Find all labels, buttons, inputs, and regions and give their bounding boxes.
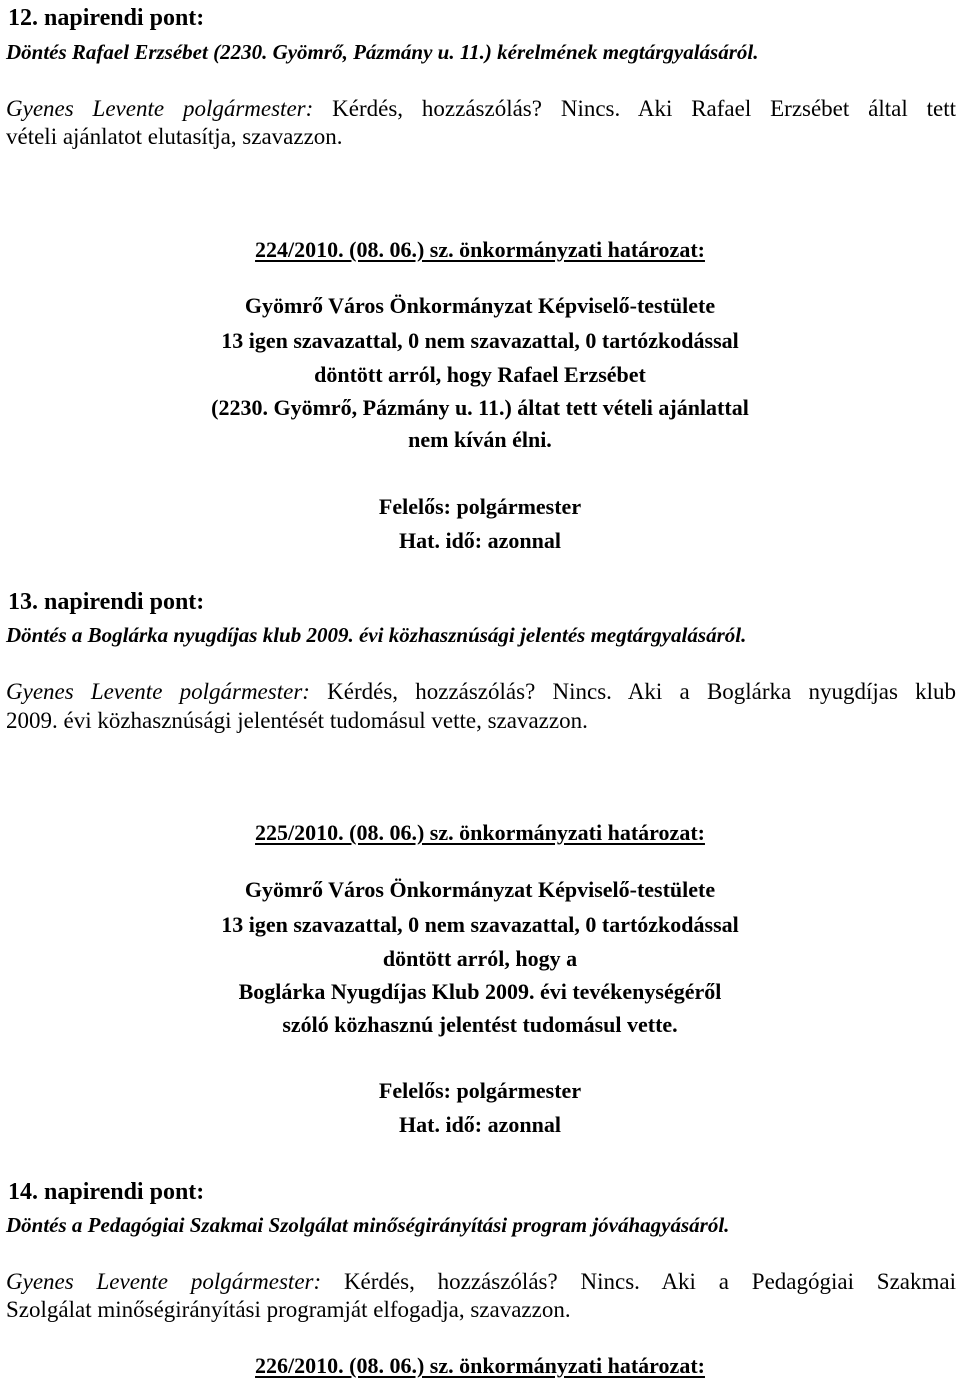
resolution-title-224: 224/2010. (08. 06.) sz. önkormányzati határozat: (255, 237, 705, 262)
resolution-line: döntött arról, hogy Rafael Erzsébet (314, 362, 646, 387)
speaker-paragraph-13-line1 (6, 678, 956, 706)
resolution-line: döntött arról, hogy a (382, 946, 578, 971)
agenda-topic-14: Döntés a Pedagógiai Szakmai Szolgálat minőségirányítási program jóváhagyásáról. (6, 1213, 730, 1237)
speaker-name: Gyenes Levente polgármester: (6, 1269, 322, 1294)
speaker-paragraph-14-line1 (6, 1268, 956, 1296)
resolution-line: nem kíván élni. (408, 427, 552, 452)
agenda-heading-14: 14. napirendi pont: (8, 1179, 205, 1205)
deadline-line: Hat. idő: azonnal (399, 1112, 561, 1137)
paragraph-text: Kérdés, hozzászólás? Nincs. Aki Rafael Erzsébet által tett (313, 96, 956, 121)
resolution-line: szóló közhasznú jelentést tudomásul vette. (282, 1012, 678, 1037)
resolution-line: 13 igen szavazattal, 0 nem szavazattal, 0 tartózkodással (221, 328, 739, 353)
resolution-line: Gyömrő Város Önkormányzat Képviselő-testülete (244, 877, 716, 902)
speaker-name: Gyenes Levente polgármester: (6, 679, 310, 704)
speaker-paragraph-14-line2: Szolgálat minőségirányítási programját elfogadja, szavazzon. (6, 1297, 571, 1322)
agenda-topic-13: Döntés a Boglárka nyugdíjas klub 2009. évi közhasznúsági jelentés megtárgyalásáról. (6, 623, 747, 647)
speaker-paragraph-13-line2: 2009. évi közhasznúsági jelentését tudomásul vette, szavazzon. (6, 708, 588, 733)
agenda-heading-12: 12. napirendi pont: (8, 5, 205, 31)
speaker-paragraph-12-line1 (6, 95, 956, 123)
resolution-line: 13 igen szavazattal, 0 nem szavazattal, 0 tartózkodással (221, 912, 739, 937)
speaker-name: Gyenes Levente polgármester: (6, 96, 314, 121)
resolution-line: Boglárka Nyugdíjas Klub 2009. évi tevékenységéről (238, 979, 722, 1004)
deadline-line: Hat. idő: azonnal (399, 528, 561, 553)
speaker-paragraph-12-line2: vételi ajánlatot elutasítja, szavazzon. (6, 124, 343, 149)
agenda-topic-12: Döntés Rafael Erzsébet (2230. Gyömrő, Pázmány u. 11.) kérelmének megtárgyalásáról. (6, 40, 759, 64)
responsible-line: Felelős: polgármester (378, 1078, 582, 1103)
resolution-line: Gyömrő Város Önkormányzat Képviselő-testülete (244, 293, 716, 318)
paragraph-text: Kérdés, hozzászólás? Nincs. Aki a Pedagógiai Szakmai (321, 1269, 956, 1294)
responsible-line: Felelős: polgármester (378, 494, 582, 519)
paragraph-text: Kérdés, hozzászólás? Nincs. Aki a Boglárka nyugdíjas klub (309, 679, 956, 704)
resolution-title-226: 226/2010. (08. 06.) sz. önkormányzati határozat: (255, 1353, 705, 1378)
agenda-heading-13: 13. napirendi pont: (8, 589, 205, 615)
resolution-line: (2230. Gyömrő, Pázmány u. 11.) áltat tett vételi ajánlattal (211, 395, 749, 420)
resolution-title-225: 225/2010. (08. 06.) sz. önkormányzati határozat: (255, 820, 705, 845)
